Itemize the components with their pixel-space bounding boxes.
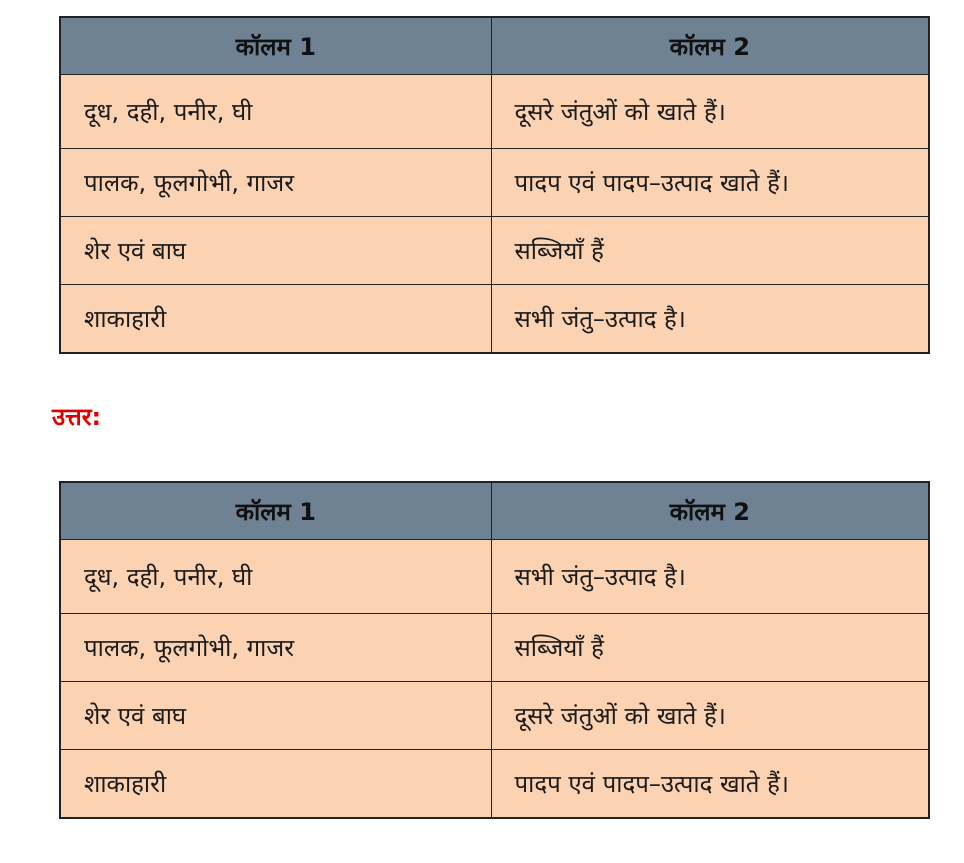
column-2-header: कॉलम 2 [491,17,929,75]
column-2-header: कॉलम 2 [491,482,929,540]
column-1-cell: शाकाहारी [60,750,491,819]
column-1-cell: शेर एवं बाघ [60,217,491,285]
column-1-cell: शाकाहारी [60,285,491,354]
table-header-row [60,482,929,540]
column-1-cell: दूध, दही, पनीर, घी [60,540,491,614]
table-row [60,285,929,354]
column-1-cell: दूध, दही, पनीर, घी [60,75,491,149]
table-row [60,682,929,750]
question-table [59,16,930,354]
table-row [60,750,929,819]
column-2-cell: सब्जियाँ हैं [491,614,929,682]
column-1-cell: पालक, फूलगोभी, गाजर [60,149,491,217]
table-row [60,75,929,149]
table-row [60,149,929,217]
column-1-cell: शेर एवं बाघ [60,682,491,750]
column-2-cell: पादप एवं पादप–उत्पाद खाते हैं। [491,149,929,217]
column-2-cell: सभी जंतु–उत्पाद है। [491,285,929,354]
column-1-header: कॉलम 1 [60,482,491,540]
column-2-cell: सब्जियाँ हैं [491,217,929,285]
column-2-cell: दूसरे जंतुओं को खाते हैं। [491,682,929,750]
table-row [60,540,929,614]
column-1-header: कॉलम 1 [60,17,491,75]
table-header-row [60,17,929,75]
column-2-cell: सभी जंतु–उत्पाद है। [491,540,929,614]
table-row [60,614,929,682]
column-2-cell: पादप एवं पादप–उत्पाद खाते हैं। [491,750,929,819]
column-1-cell: पालक, फूलगोभी, गाजर [60,614,491,682]
answer-label: उत्तर: [52,403,102,431]
answer-table [59,481,930,819]
table-row [60,217,929,285]
column-2-cell: दूसरे जंतुओं को खाते हैं। [491,75,929,149]
